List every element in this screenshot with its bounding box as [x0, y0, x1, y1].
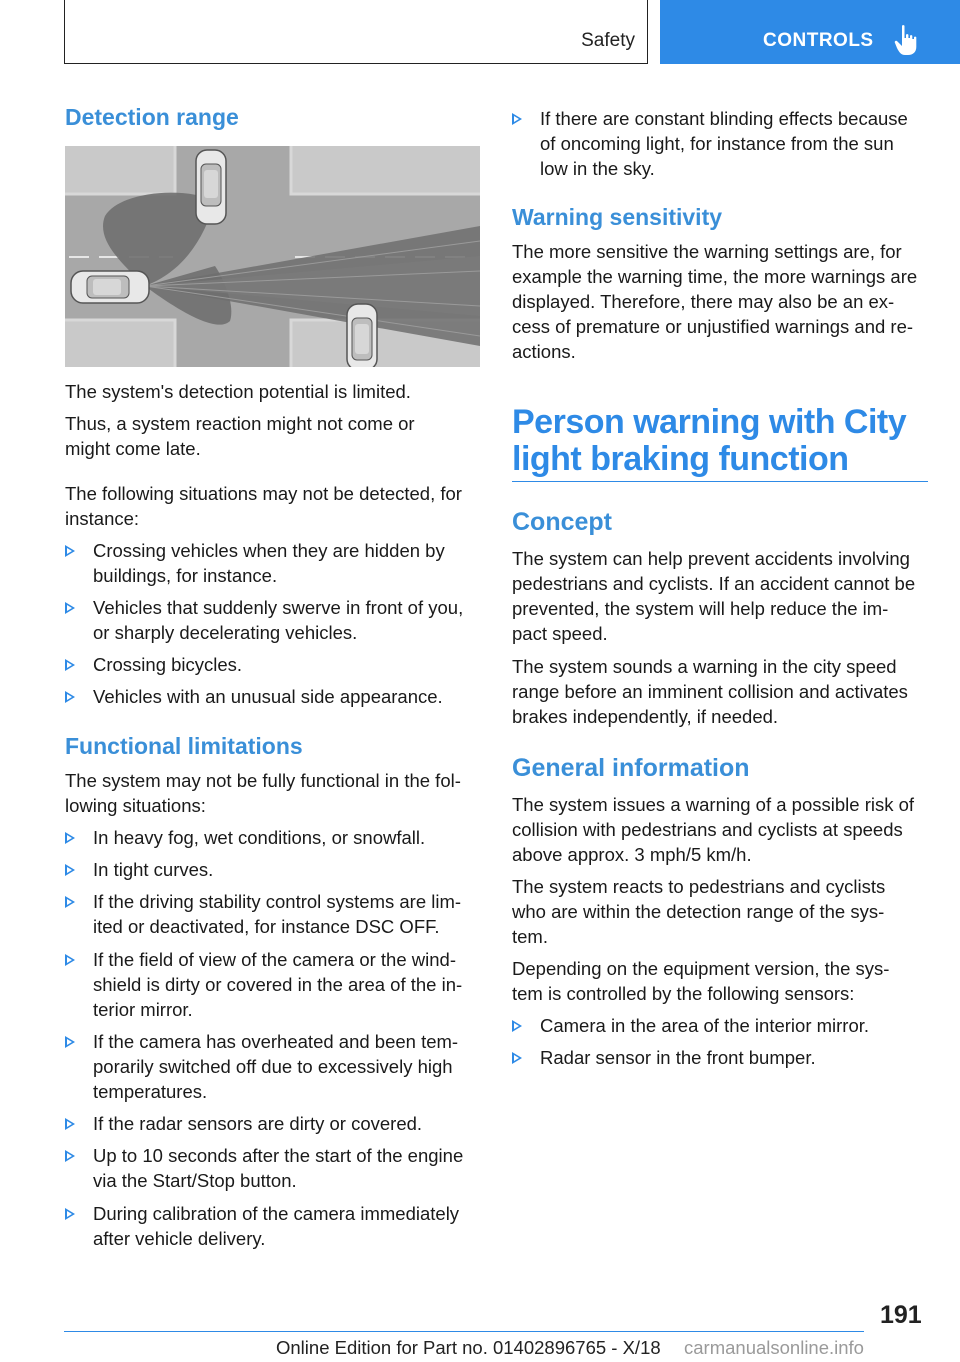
- paragraph-line: brakes independently, if needed.: [512, 706, 779, 727]
- paragraph-line: tem is controlled by the following sensors:: [512, 983, 855, 1004]
- bullet-triangle-icon: [65, 691, 75, 703]
- bullet-triangle-icon: [512, 1052, 522, 1064]
- bullet-triangle-icon: [65, 954, 75, 966]
- list-item-line: Vehicles with an unusual side appearance.: [93, 686, 443, 707]
- list-item-line: temperatures.: [93, 1081, 208, 1102]
- list-item-line: If the camera has overheated and been tem‐: [93, 1031, 459, 1052]
- header-chapter-tab[interactable]: [660, 0, 960, 64]
- paragraph-line: pact speed.: [512, 623, 608, 644]
- paragraph-line: actions.: [512, 341, 576, 362]
- heading-line: light braking function: [512, 440, 849, 478]
- concept-heading: Concept: [512, 508, 612, 536]
- paragraph-line: The system reacts to pedestrians and cyclists: [512, 876, 886, 897]
- header-section-title: Safety: [581, 30, 635, 51]
- bullet-triangle-icon: [512, 1020, 522, 1032]
- paragraph-line: example the warning time, the more warnings are: [512, 266, 918, 287]
- list-item-line: Camera in the area of the interior mirror.: [540, 1015, 870, 1036]
- list-item-line: In tight curves.: [93, 859, 214, 880]
- list-item-line: low in the sky.: [540, 158, 655, 179]
- paragraph-line: Depending on the equipment version, the sys‐: [512, 958, 890, 979]
- paragraph-line: pedestrians and cyclists. If an accident cannot be: [512, 573, 916, 594]
- general-paragraph-2: [512, 874, 932, 949]
- concept-paragraph-2: [512, 654, 932, 729]
- list-item-line: If there are constant blinding effects because: [540, 108, 908, 129]
- paragraph-line: above approx. 3 mph/5 km/h.: [512, 844, 752, 865]
- list-item-line: If the driving stability control systems are lim‐: [93, 891, 462, 912]
- header-section-box: [64, 0, 648, 64]
- footer-divider: [64, 1331, 864, 1332]
- detection-paragraph-3a: The following situations may not be detected, for: [65, 483, 462, 504]
- bullet-triangle-icon: [65, 1118, 75, 1130]
- detection-range-heading: Detection range: [65, 104, 239, 130]
- bullet-triangle-icon: [65, 602, 75, 614]
- concept-paragraph-1: [512, 546, 932, 646]
- bullet-triangle-icon: [65, 864, 75, 876]
- bullet-triangle-icon: [65, 1150, 75, 1162]
- list-item-line: porarily switched off due to excessively high: [93, 1056, 453, 1077]
- list-item-line: terior mirror.: [93, 999, 193, 1020]
- warning-sensitivity-heading: Warning sensitivity: [512, 204, 723, 230]
- list-item-line: Vehicles that suddenly swerve in front of you,: [93, 597, 464, 618]
- sensitivity-paragraph: [512, 239, 932, 364]
- list-item-line: If the radar sensors are dirty or covered.: [93, 1113, 423, 1134]
- list-item-line: buildings, for instance.: [93, 565, 278, 586]
- paragraph-line: collision with pedestrians and cyclists at speeds: [512, 819, 903, 840]
- detection-range-illustration: [65, 146, 480, 367]
- list-item-line: after vehicle delivery.: [93, 1228, 266, 1249]
- header-chapter-label: CONTROLS: [763, 30, 874, 51]
- heading-line: Person warning with City: [512, 403, 907, 441]
- list-item-line: In heavy fog, wet conditions, or snowfall.: [93, 827, 426, 848]
- bullet-triangle-icon: [65, 545, 75, 557]
- limits-paragraph-a: The system may not be fully functional in the fol‐: [65, 770, 461, 791]
- list-item-line: via the Start/Stop button.: [93, 1170, 297, 1191]
- bullet-triangle-icon: [65, 896, 75, 908]
- list-item-line: ited or deactivated, for instance DSC OFF.: [93, 916, 440, 937]
- paragraph-line: The system sounds a warning in the city speed: [512, 656, 897, 677]
- paragraph-line: The system can help prevent accidents involving: [512, 548, 910, 569]
- paragraph-line: displayed. Therefore, there may also be an ex‐: [512, 291, 895, 312]
- detection-paragraph-1: The system's detection potential is limited.: [65, 381, 411, 402]
- limits-paragraph-b: lowing situations:: [65, 795, 206, 816]
- general-paragraph-1: [512, 792, 932, 867]
- bullet-triangle-icon: [65, 1208, 75, 1220]
- paragraph-line: prevented, the system will help reduce the im‐: [512, 598, 889, 619]
- section-divider: [512, 481, 928, 482]
- person-warning-heading: [512, 404, 906, 478]
- pointing-hand-icon: [894, 24, 920, 56]
- footer-watermark: carmanualsonline.info: [684, 1337, 864, 1358]
- list-item-line: Crossing bicycles.: [93, 654, 243, 675]
- list-item-line: Up to 10 seconds after the start of the engine: [93, 1145, 464, 1166]
- list-item-line: During calibration of the camera immediately: [93, 1203, 460, 1224]
- detection-paragraph-2b: might come late.: [65, 438, 201, 459]
- paragraph-line: The system issues a warning of a possible risk of: [512, 794, 915, 815]
- list-item-line: or sharply decelerating vehicles.: [93, 622, 358, 643]
- bullet-triangle-icon: [65, 659, 75, 671]
- detection-paragraph-3b: instance:: [65, 508, 140, 529]
- footer-edition: Online Edition for Part no. 01402896765 - X/18: [276, 1337, 661, 1358]
- ego-car: [71, 271, 149, 303]
- paragraph-line: cess of premature or unjustified warnings and re‐: [512, 316, 914, 337]
- bullet-triangle-icon: [65, 832, 75, 844]
- detection-paragraph-2a: Thus, a system reaction might not come or: [65, 413, 415, 434]
- paragraph-line: range before an imminent collision and activates: [512, 681, 908, 702]
- page-number: 191: [880, 1301, 922, 1329]
- general-information-heading: General information: [512, 754, 750, 782]
- list-item-line: If the field of view of the camera or the wind‐: [93, 949, 456, 970]
- list-item-line: Radar sensor in the front bumper.: [540, 1047, 816, 1068]
- list-item-line: of oncoming light, for instance from the sun: [540, 133, 894, 154]
- bullet-triangle-icon: [65, 1036, 75, 1048]
- functional-limitations-heading: Functional limitations: [65, 733, 303, 759]
- bullet-triangle-icon: [512, 113, 522, 125]
- paragraph-line: The more sensitive the warning settings are, for: [512, 241, 902, 262]
- paragraph-line: tem.: [512, 926, 548, 947]
- general-paragraph-3: [512, 956, 932, 1006]
- paragraph-line: who are within the detection range of the sys‐: [512, 901, 885, 922]
- list-item-line: Crossing vehicles when they are hidden by: [93, 540, 445, 561]
- list-item-line: shield is dirty or covered in the area of the in‐: [93, 974, 463, 995]
